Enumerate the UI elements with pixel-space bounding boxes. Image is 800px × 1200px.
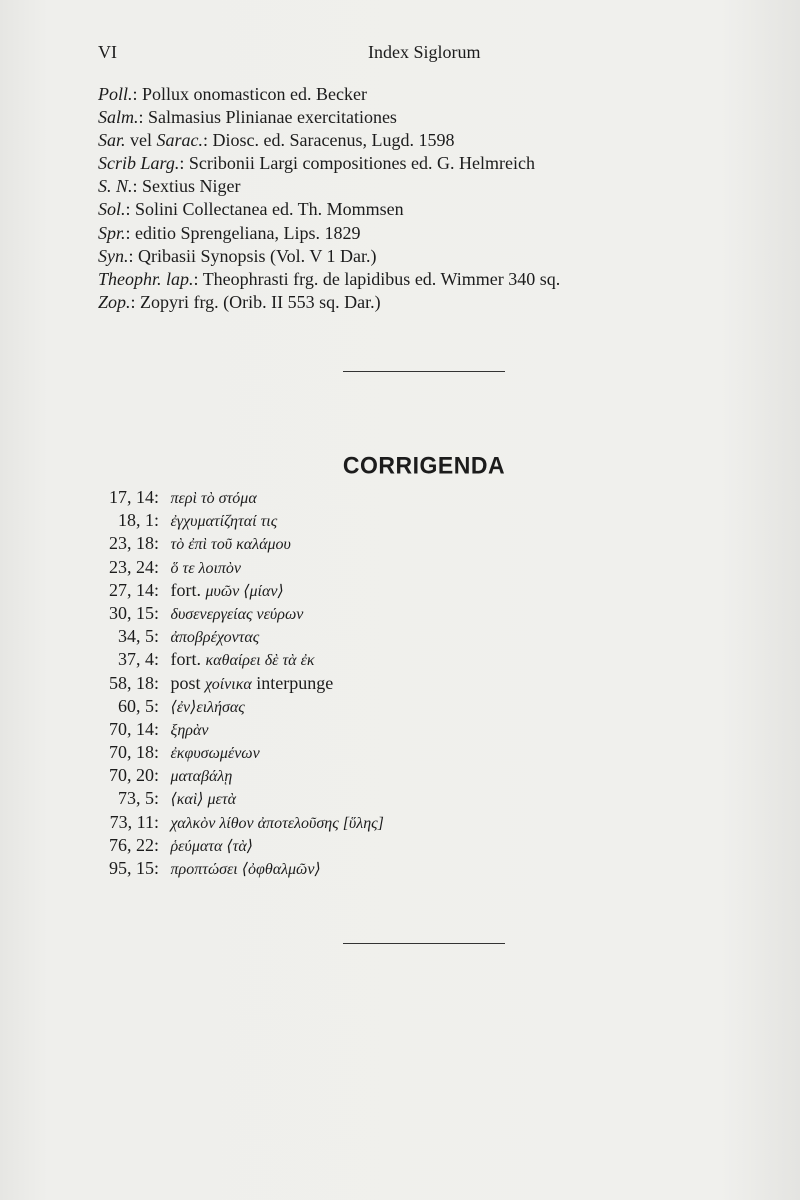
corrigenda-entry: 73, 5: ⟨καὶ⟩ μετὰ	[118, 788, 236, 809]
sigla-entry: Sar. vel Sarac.: Diosc. ed. Saracenus, Lugd. 1598	[98, 130, 455, 151]
corrigenda-entry: 30, 15: δυσενεργείας νεύρων	[109, 602, 304, 623]
divider-bottom	[343, 943, 505, 944]
corrigenda-entry: 73, 11: χαλκὸν λίθον ἀποτελοῦσης [ὕλης]	[109, 811, 384, 832]
sigla-entry: Zop.: Zopyri frg. (Orib. II 553 sq. Dar.)	[98, 291, 381, 312]
sigla-entry: Poll.: Pollux onomasticon ed. Becker	[98, 84, 367, 104]
corrigenda-entry: 58, 18: post χοίνικα interpunge	[109, 672, 334, 693]
corrigenda-entry: 17, 14: περὶ τὸ στόμα	[109, 487, 257, 507]
corrigenda-entry: 70, 14: ξηρὰν	[109, 718, 209, 739]
section-heading: CORRIGENDA	[342, 451, 506, 479]
sigla-entry: Salm.: Salmasius Plinianae exercitationes	[98, 107, 397, 128]
divider-top	[343, 371, 505, 372]
sigla-entry: Scrib Larg.: Scribonii Largi compositiones ed. G. Helmreich	[98, 153, 535, 174]
corrigenda-entry: 23, 24: ὅ τε λοιπὸν	[109, 556, 242, 577]
corrigenda-entry: 23, 18: τὸ ἐπὶ τοῦ καλάμου	[109, 533, 291, 554]
corrigenda-entry: 27, 14: fort. μυῶν ⟨μίαν⟩	[109, 579, 284, 600]
corrigenda-entry: 76, 22: ῥεύματα ⟨τὰ⟩	[109, 834, 253, 855]
corrigenda-entry: 18, 1: ἐγχυματίζηταί τις	[118, 510, 278, 531]
corrigenda-list	[98, 486, 698, 880]
corrigenda-entry: 95, 15: προπτώσει ⟨ὀφθαλμῶν⟩	[109, 858, 321, 878]
sigla-entry: Sol.: Solini Collectanea ed. Th. Mommsen	[98, 199, 404, 220]
corrigenda-entry: 37, 4: fort. καθαίρει δὲ τὰ ἐκ	[118, 649, 315, 670]
corrigenda-entry: 70, 18: ἐκφυσωμένων	[109, 742, 260, 763]
corrigenda-entry: 34, 5: ἀποβρέχοντας	[118, 626, 260, 647]
sigla-entry: Spr.: editio Sprengeliana, Lips. 1829	[98, 222, 361, 243]
sigla-list	[98, 83, 698, 314]
sigla-entry: Theophr. lap.: Theophrasti frg. de lapidibus ed. Wimmer 340 sq.	[98, 268, 561, 289]
running-title: Index Siglorum	[368, 42, 481, 62]
sigla-entry: S. N.: Sextius Niger	[98, 176, 241, 197]
sigla-entry: Syn.: Qribasii Synopsis (Vol. V 1 Dar.)	[98, 245, 377, 266]
corrigenda-entry: 60, 5: ⟨ἐν⟩ειλήσας	[118, 695, 245, 716]
corrigenda-entry: 70, 20: ματαβάλῃ	[109, 765, 233, 786]
page-number: VI	[98, 42, 117, 62]
